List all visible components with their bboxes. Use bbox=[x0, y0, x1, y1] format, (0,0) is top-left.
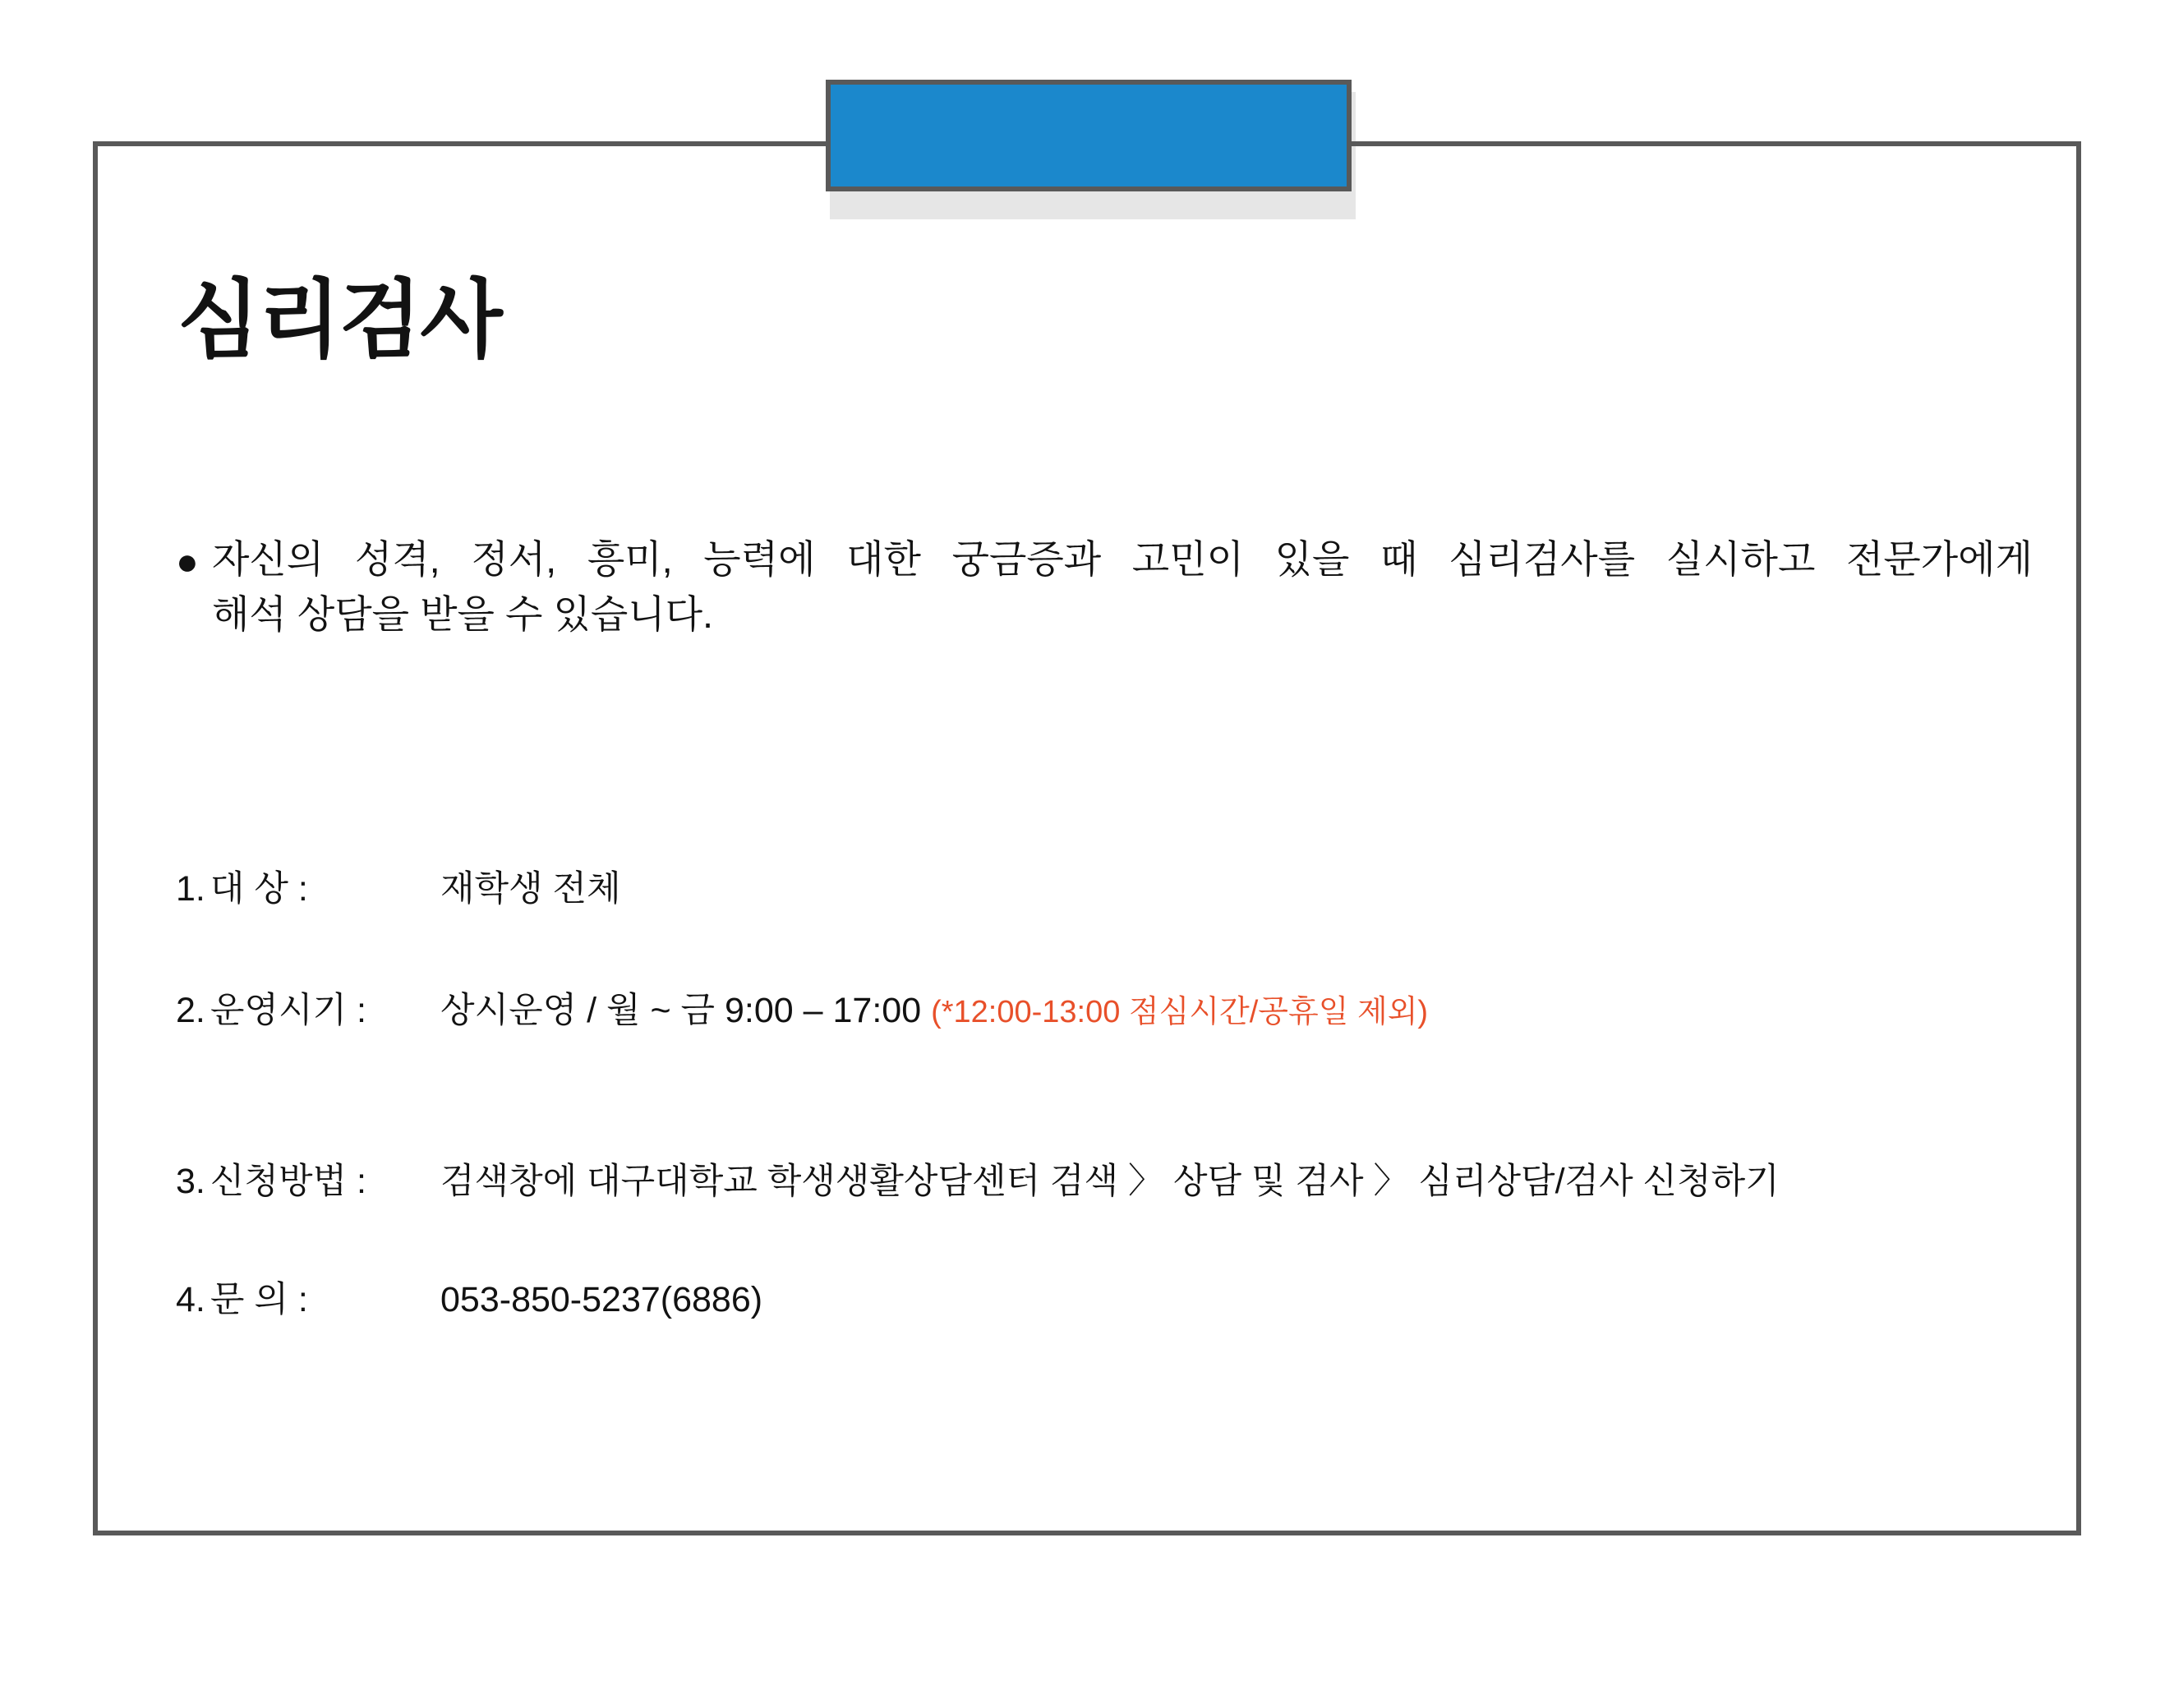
info-value-target bbox=[440, 861, 621, 911]
list-item bbox=[176, 983, 1428, 1033]
info-number-2: 2. bbox=[176, 991, 205, 1030]
info-value-contact bbox=[440, 1280, 762, 1320]
bullet-text-line-1: 자신의 성격, 정서, 흥미, 능력에 대한 궁금증과 고민이 있을 때 심리검사를 실시하고 전문가에게 bbox=[212, 537, 2033, 581]
content-frame bbox=[93, 141, 2081, 1535]
list-item bbox=[176, 1153, 1780, 1204]
bullet-row bbox=[176, 532, 2033, 642]
info-label-text-1: 대 상 : bbox=[210, 869, 308, 909]
header-tab bbox=[826, 80, 1352, 191]
info-label-text-2: 운영시기 : bbox=[210, 991, 366, 1030]
list-item bbox=[176, 861, 621, 911]
info-label-text-3: 신청방법 : bbox=[210, 1162, 366, 1201]
info-value-text-2: 상시운영 / 월 ~ 금 9:00 – 17:00 bbox=[440, 991, 922, 1030]
bullet-text-line-2: 해석 상담을 받을 수 있습니다. bbox=[212, 592, 714, 636]
info-value-how-to-apply bbox=[440, 1153, 1780, 1204]
info-label-schedule bbox=[176, 983, 440, 1033]
bullet-dot-icon: ● bbox=[176, 540, 199, 582]
page-title: 심리검사 bbox=[177, 273, 501, 368]
info-number-4: 4. bbox=[176, 1280, 205, 1319]
info-label-text-4: 문 의 : bbox=[210, 1280, 308, 1319]
bullet-text bbox=[212, 532, 2033, 642]
info-value-text-1: 재학생 전체 bbox=[440, 869, 621, 909]
description-block bbox=[176, 532, 2033, 642]
info-label-contact bbox=[176, 1272, 440, 1322]
info-value-text-4: 053-850-5237(6886) bbox=[440, 1280, 763, 1319]
frame-content bbox=[98, 146, 2086, 1540]
info-note-lunch-break: (*12:00-13:00 점심시간/공휴일 제외) bbox=[931, 995, 1429, 1029]
info-label-target bbox=[176, 861, 440, 911]
info-number-3: 3. bbox=[176, 1162, 205, 1201]
list-item bbox=[176, 1272, 762, 1322]
info-value-text-3: 검색창에 대구대학교 학생생활상담센터 검색 〉 상담 및 검사 〉 심리상담/검사 신청하기 bbox=[440, 1162, 1780, 1201]
info-value-schedule bbox=[440, 983, 1428, 1033]
info-number-1: 1. bbox=[176, 869, 205, 909]
info-label-how-to-apply bbox=[176, 1153, 440, 1204]
